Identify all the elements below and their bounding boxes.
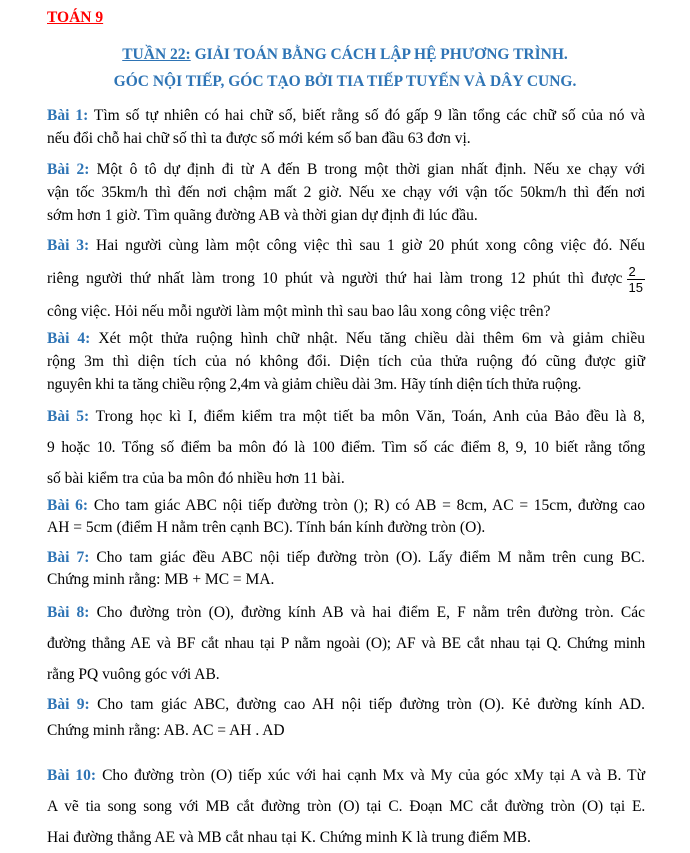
problem-line: Bài 6: Cho tam giác ABC nội tiếp đường tròn (); R) có AB = 8cm, AC = 15cm, đường cao [47, 497, 645, 514]
problem-line: số bài kiểm tra của ba môn đó nhiều hơn 11 bài. [47, 470, 345, 487]
problem-label: Bài 1: [47, 107, 89, 124]
problem-line: Bài 4: Xét một thửa ruộng hình chữ nhật. Nếu tăng chiều dài thêm 6m và giảm chiều [47, 330, 645, 347]
problem-line: Chứng minh rằng: AB. AC = AH . AD [47, 722, 285, 739]
fraction-denominator: 15 [628, 279, 643, 295]
problem-line: Hai đường thẳng AE và MB cắt nhau tại K. Chứng minh K là trung điểm MB. [47, 829, 531, 846]
problem-10 [47, 760, 645, 853]
problem-line: Bài 7: Cho tam giác đều ABC nội tiếp đường tròn (O). Lấy điểm M nằm trên cung BC. [47, 549, 645, 566]
problem-5 [47, 401, 645, 494]
problem-line: 9 hoặc 10. Tổng số điểm ba môn đó là 100 điểm. Tìm số các điểm 8, 9, 10 biết rằng tổng [47, 439, 645, 456]
topic-heading: GÓC NỘI TIẾP, GÓC TẠO BỞI TIA TIẾP TUYẾN VÀ DÂY CUNG. [113, 73, 577, 90]
problem-label: Bài 6: [47, 497, 89, 514]
problem-8 [47, 597, 645, 690]
problem-line: Bài 8: Cho đường tròn (O), đường kính AB và hai điểm E, F nằm trên đường tròn. Các [47, 604, 645, 621]
problem-label: Bài 4: [47, 330, 91, 347]
problem-1 [47, 104, 645, 150]
problem-line: Bài 5: Trong học kì I, điểm kiểm tra một tiết ba môn Văn, Toán, Anh của Bảo đều là 8, [47, 408, 645, 425]
problem-line: Bài 9: Cho tam giác ABC, đường cao AH nội tiếp đường tròn (O). Kẻ đường kính AD. [47, 696, 645, 713]
problem-line: Bài 2: Một ô tô dự định đi từ A đến B trong một thời gian nhất định. Nếu xe chạy với [47, 161, 645, 178]
problem-line: đường thẳng AE và BF cắt nhau tại P nằm ngoài (O); AF và BE cắt nhau tại Q. Chứng minh [47, 635, 645, 652]
fraction [627, 264, 645, 295]
problem-line: nguyên khi ta tăng chiều rộng 2,4m và giảm chiều dài 3m. Hãy tính diện tích thửa ruộng. [47, 376, 582, 393]
week-heading [40, 45, 650, 65]
problem-label: Bài 10: [47, 767, 97, 784]
problem-line: rằng PQ vuông góc với AB. [47, 666, 220, 683]
problem-6 [47, 495, 645, 539]
problem-label: Bài 9: [47, 696, 90, 713]
problem-label: Bài 2: [47, 161, 90, 178]
problem-line: riêng người thứ nhất làm trong 10 phút và người thứ hai làm trong 12 phút thì được $\frac{2}{15}$ [47, 263, 643, 295]
week-topic: GIẢI TOÁN BẰNG CÁCH LẬP HỆ PHƯƠNG TRÌNH. [190, 46, 568, 63]
problem-9 [47, 692, 645, 744]
problem-line: Chứng minh rằng: MB + MC = MA. [47, 571, 275, 588]
subject-title: TOÁN 9 [47, 9, 104, 26]
problem-label: Bài 3: [47, 237, 90, 254]
problem-line: Bài 10: Cho đường tròn (O) tiếp xúc với hai cạnh Mx và My của góc xMy tại A và B. Từ [47, 767, 645, 784]
problem-4 [47, 327, 645, 396]
week-label: TUẦN 22: [122, 46, 191, 63]
problem-3 [47, 233, 645, 325]
problem-label: Bài 8: [47, 604, 90, 621]
problem-line: A vẽ tia song song với MB cắt đường tròn (O) tại C. Đoạn MC cắt đường tròn (O) tại E. [47, 798, 645, 815]
problem-label: Bài 5: [47, 408, 90, 425]
fraction-numerator: 2 [627, 264, 645, 280]
problem-line: Bài 1: Tìm số tự nhiên có hai chữ số, biết rằng số đó gấp 9 lần tổng các chữ số của nó và [47, 107, 645, 124]
problem-7 [47, 547, 645, 591]
problem-line: công việc. Hỏi nếu mỗi người làm một mình thì sau bao lâu xong công việc trên? [47, 303, 551, 320]
problem-line: rộng 3m thì diện tích của nó không đổi. Diện tích của thửa ruộng đó cũng được giữ [47, 353, 645, 370]
problem-label: Bài 7: [47, 549, 90, 566]
problem-line: sớm hơn 1 giờ. Tìm quãng đường AB và thời gian dự định đi lúc đầu. [47, 207, 478, 224]
problem-line: AH = 5cm (điểm H nằm trên cạnh BC). Tính bán kính đường tròn (O). [47, 519, 486, 536]
problem-line: Bài 3: Hai người cùng làm một công việc thì sau 1 giờ 20 phút xong công việc đó. Nếu [47, 237, 645, 254]
problem-line: vận tốc 35km/h thì đến nơi chậm mất 2 giờ. Nếu xe chạy với vận tốc 50km/h thì đến nơi [47, 184, 645, 201]
problem-2 [47, 158, 645, 227]
problem-line: nếu đổi chỗ hai chữ số thì ta được số mới kém số ban đầu 63 đơn vị. [47, 130, 471, 147]
